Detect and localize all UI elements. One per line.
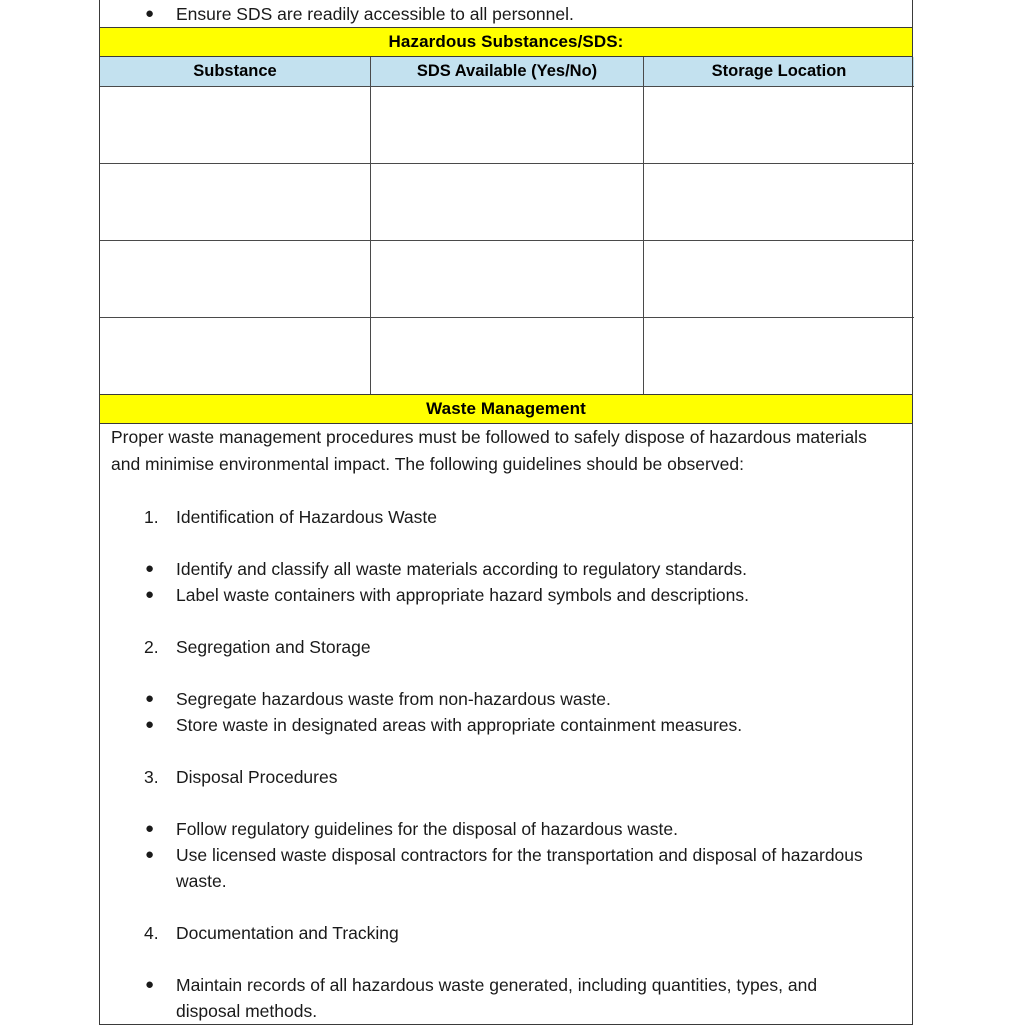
waste-banner-row — [100, 395, 913, 424]
bullet-icon: ● — [144, 5, 154, 22]
waste-item-3 — [100, 764, 912, 894]
list-item — [100, 842, 912, 894]
cell-storage-location[interactable] — [644, 164, 915, 241]
waste-body-cell — [100, 424, 913, 1025]
column-header-substance: Substance — [100, 57, 371, 87]
cell-sds-available[interactable] — [371, 241, 644, 318]
hazardous-banner-row — [100, 28, 913, 57]
list-item — [100, 712, 912, 738]
hazardous-banner-cell — [100, 28, 913, 57]
bullet-list — [100, 556, 912, 608]
list-item-text: Store waste in designated areas with appropriate containment measures. — [176, 715, 743, 735]
list-item — [100, 686, 912, 712]
cell-sds-available[interactable] — [371, 87, 644, 164]
numbered-list-item — [100, 920, 912, 947]
cell-storage-location[interactable] — [644, 87, 915, 164]
sds-guidance-cell — [100, 0, 913, 28]
numbered-list-item — [100, 634, 912, 661]
section-banner-waste-management: Waste Management — [100, 395, 912, 423]
list-item-text: Follow regulatory guidelines for the disposal of hazardous waste. — [176, 819, 678, 839]
numbered-list-item — [100, 504, 912, 531]
cell-storage-location[interactable] — [644, 241, 915, 318]
cell-substance[interactable] — [100, 87, 371, 164]
waste-intro-paragraph: Proper waste management procedures must be followed to safely dispose of hazardous materials and minimise environmental impact. The following guidelines should be observed: — [111, 427, 867, 474]
waste-item-2 — [100, 634, 912, 738]
bullet-icon: ● — [144, 586, 154, 603]
cell-substance[interactable] — [100, 318, 371, 395]
waste-item-1 — [100, 504, 912, 608]
bullet-list — [100, 972, 912, 1024]
bullet-list — [100, 816, 912, 894]
bullet-icon: ● — [144, 716, 154, 733]
table-row — [100, 87, 914, 164]
list-heading: Disposal Procedures — [176, 767, 338, 787]
list-item-text: Identify and classify all waste materials according to regulatory standards. — [176, 559, 747, 579]
waste-banner-cell — [100, 395, 913, 424]
list-item-text: Label waste containers with appropriate hazard symbols and descriptions. — [176, 585, 749, 605]
bullet-icon: ● — [144, 690, 154, 707]
list-number: 2. — [144, 637, 159, 657]
list-item — [100, 972, 912, 1024]
list-item — [100, 1, 912, 27]
waste-item-4 — [100, 920, 912, 1024]
list-number: 1. — [144, 507, 159, 527]
cell-sds-available[interactable] — [371, 318, 644, 395]
sds-table-wrapper — [100, 57, 912, 394]
table-header-row — [100, 57, 914, 87]
list-item-text: Segregate hazardous waste from non-hazardous waste. — [176, 689, 611, 709]
list-number: 3. — [144, 767, 159, 787]
bullet-icon: ● — [144, 560, 154, 577]
table-row — [100, 318, 914, 395]
list-item-text: Maintain records of all hazardous waste generated, including quantities, types, and disposal methods. — [176, 975, 818, 1021]
bullet-icon: ● — [144, 846, 154, 863]
list-number: 4. — [144, 923, 159, 943]
bullet-icon: ● — [144, 976, 154, 993]
document-outer-table — [99, 0, 913, 1025]
table-row — [100, 164, 914, 241]
hazardous-substances-table — [100, 57, 914, 394]
cell-storage-location[interactable] — [644, 318, 915, 395]
cell-substance[interactable] — [100, 164, 371, 241]
bullet-list — [100, 686, 912, 738]
list-heading: Documentation and Tracking — [176, 923, 399, 943]
list-item-text: Use licensed waste disposal contractors for the transportation and disposal of hazardous waste. — [176, 845, 863, 891]
sds-guidance-row — [100, 0, 913, 28]
hazardous-table-row — [100, 57, 913, 395]
column-header-sds-available: SDS Available (Yes/No) — [371, 57, 644, 87]
column-header-storage-location: Storage Location — [644, 57, 915, 87]
list-item — [100, 582, 912, 608]
section-banner-hazardous-substances: Hazardous Substances/SDS: — [100, 28, 912, 56]
cell-substance[interactable] — [100, 241, 371, 318]
bullet-icon: ● — [144, 820, 154, 837]
list-heading: Segregation and Storage — [176, 637, 371, 657]
list-item — [100, 816, 912, 842]
list-item-text: Ensure SDS are readily accessible to all personnel. — [176, 4, 574, 24]
hazardous-table-cell — [100, 57, 913, 395]
table-row — [100, 241, 914, 318]
list-item — [100, 556, 912, 582]
list-heading: Identification of Hazardous Waste — [176, 507, 438, 527]
waste-body-row — [100, 424, 913, 1025]
numbered-list-item — [100, 764, 912, 791]
cell-sds-available[interactable] — [371, 164, 644, 241]
